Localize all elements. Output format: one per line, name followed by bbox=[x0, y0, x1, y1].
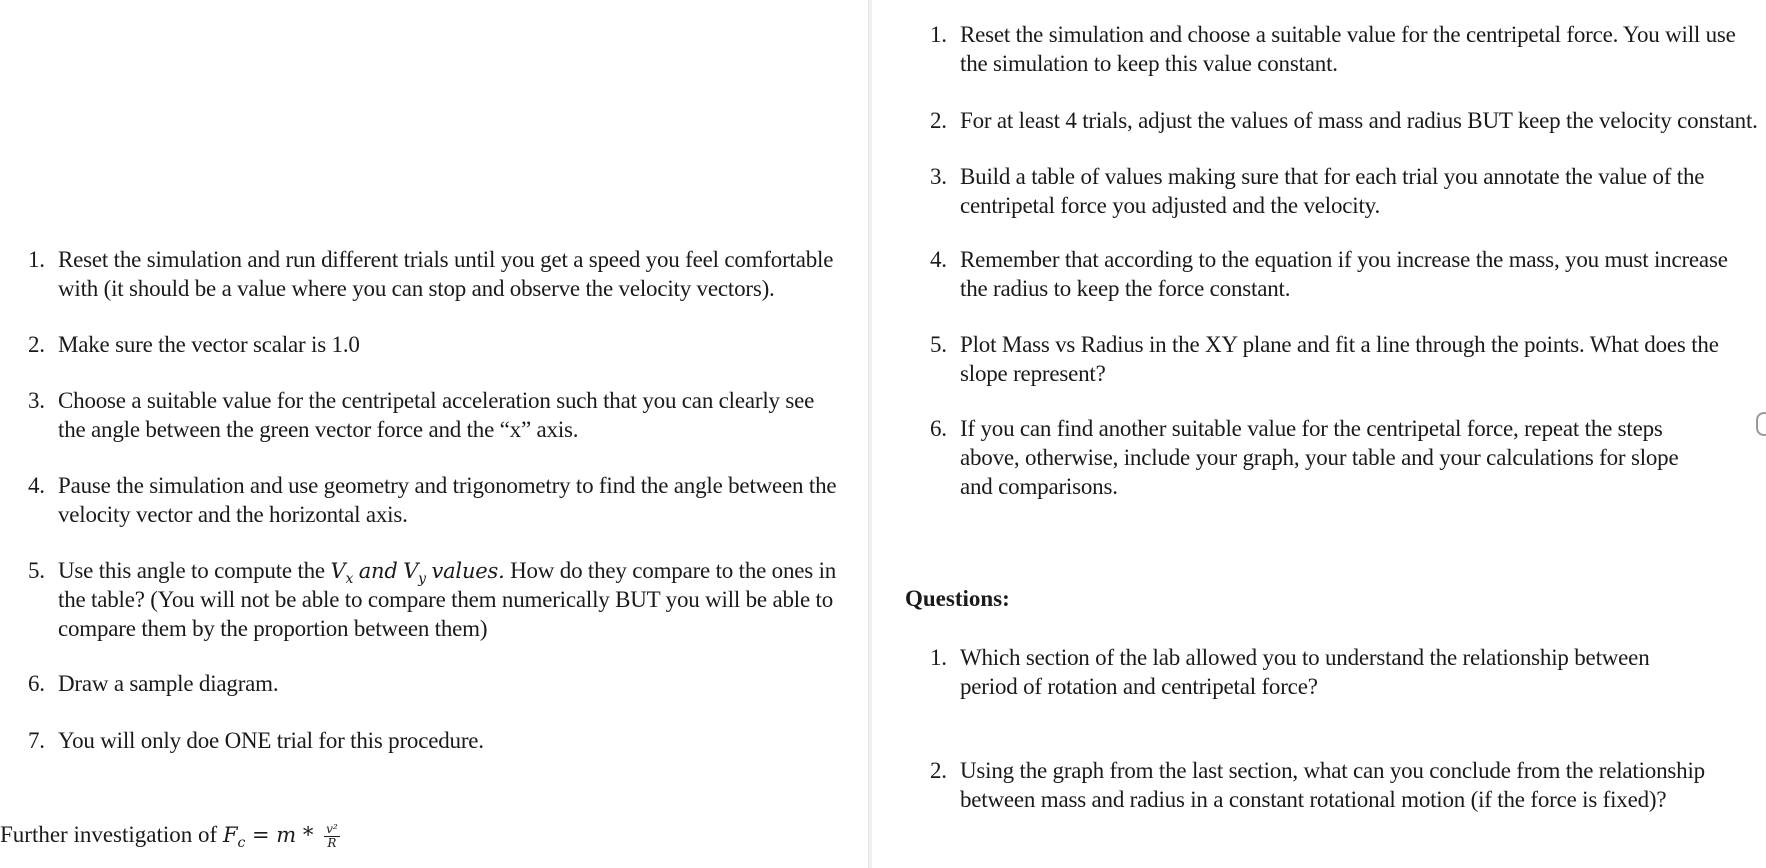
item-text-line: Which section of the lab allowed you to understand the relationship between bbox=[960, 645, 1650, 670]
item-text-line: Use this angle to compute the $V_x$ and $V_y$ values. How do they compare to the ones in bbox=[58, 558, 837, 587]
item-text-line: If you can find another suitable value for the centripetal force, repeat the steps bbox=[960, 416, 1663, 441]
item-text-line: Plot Mass vs Radius in the XY plane and fit a line through the points. What does the bbox=[960, 332, 1719, 357]
item-text-line: Pause the simulation and use geometry and trigonometry to find the angle between the bbox=[58, 473, 837, 498]
item-number: 7. bbox=[28, 728, 45, 753]
item-number: 1. bbox=[930, 22, 947, 47]
item-text-line: Make sure the vector scalar is 1.0 bbox=[58, 332, 360, 357]
item-text-line: the radius to keep the force constant. bbox=[960, 276, 1291, 301]
item-text-line: centripetal force you adjusted and the velocity. bbox=[960, 193, 1380, 218]
item-text-line: with (it should be a value where you can stop and observe the velocity vectors). bbox=[58, 276, 775, 301]
item-number: 6. bbox=[930, 416, 947, 441]
item-number: 6. bbox=[28, 671, 45, 696]
item-number: 1. bbox=[28, 247, 45, 272]
item-text-line: and comparisons. bbox=[960, 474, 1118, 499]
questions-heading: Questions: bbox=[905, 586, 1010, 611]
item-number: 3. bbox=[930, 164, 947, 189]
item-number: 1. bbox=[930, 645, 947, 670]
item-text-line: between mass and radius in a constant rotational motion (if the force is fixed)? bbox=[960, 787, 1667, 812]
item-text-line: the angle between the green vector force and the “x” axis. bbox=[58, 417, 579, 442]
item-text-line: Choose a suitable value for the centripetal acceleration such that you can clearly see bbox=[58, 388, 815, 413]
scroll-edge-indicator bbox=[1756, 412, 1766, 436]
item-text-line: period of rotation and centripetal force? bbox=[960, 674, 1318, 699]
fc-symbol: $F_c$ bbox=[222, 823, 246, 851]
item-number: 3. bbox=[28, 388, 45, 413]
further-investigation-heading: Further investigation of $F_c = m$ * $\frac{\text{v²}}{R}$ bbox=[0, 822, 338, 851]
item-text-line: compare them by the proportion between them) bbox=[58, 616, 488, 641]
vy-symbol: $V_y$ bbox=[403, 559, 426, 587]
item-text-line: above, otherwise, include your graph, your table and your calculations for slope bbox=[960, 445, 1679, 470]
item-text-line: the table? (You will not be able to compare them numerically BUT you will be able to bbox=[58, 587, 834, 612]
item-text-line: Using the graph from the last section, what can you conclude from the relationship bbox=[960, 758, 1705, 783]
item-text-line: slope represent? bbox=[960, 361, 1106, 386]
v-squared-over-r-fraction: $\frac{\text{v²}}{R}$ bbox=[326, 822, 338, 851]
item-number: 2. bbox=[28, 332, 45, 357]
left-page bbox=[0, 0, 868, 868]
item-text-line: For at least 4 trials, adjust the values of mass and radius BUT keep the velocity constant. bbox=[960, 108, 1758, 133]
item-text-line: You will only doe ONE trial for this procedure. bbox=[58, 728, 484, 753]
item-text-line: velocity vector and the horizontal axis. bbox=[58, 502, 408, 527]
item-text-line: the simulation to keep this value constant. bbox=[960, 51, 1338, 76]
item-text-line: Reset the simulation and choose a suitable value for the centripetal force. You will use bbox=[960, 22, 1736, 47]
item-number: 2. bbox=[930, 758, 947, 783]
right-page bbox=[872, 0, 1766, 868]
item-text-line: Remember that according to the equation if you increase the mass, you must increase bbox=[960, 247, 1728, 272]
item-number: 4. bbox=[28, 473, 45, 498]
item-number: 5. bbox=[930, 332, 947, 357]
item-number: 2. bbox=[930, 108, 947, 133]
item-text-line: Reset the simulation and run different trials until you get a speed you feel comfortable bbox=[58, 247, 834, 272]
vx-symbol: $V_x$ bbox=[330, 559, 354, 587]
item-number: 5. bbox=[28, 558, 45, 583]
item-text-line: Draw a sample diagram. bbox=[58, 671, 279, 696]
item-number: 4. bbox=[930, 247, 947, 272]
item-text-line: Build a table of values making sure that for each trial you annotate the value of the bbox=[960, 164, 1705, 189]
